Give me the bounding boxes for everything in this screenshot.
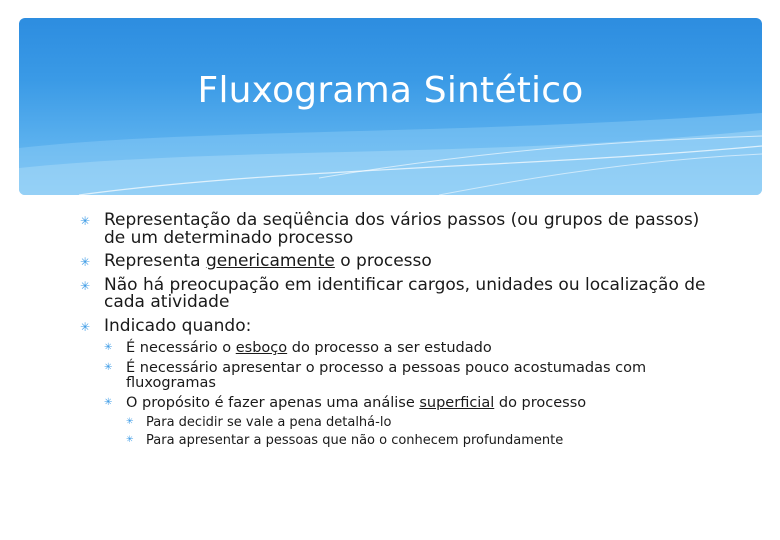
bullet-text-suffix: o processo — [334, 251, 432, 271]
asterisk-bullet-icon: ✳ — [80, 214, 91, 228]
sub-sub-bullet-list — [126, 416, 720, 448]
asterisk-bullet-icon: ✳ — [104, 342, 113, 353]
bullet-list — [80, 212, 720, 448]
sub-bullet-text-prefix: O propósito é fazer apenas uma análise — [126, 395, 420, 411]
asterisk-bullet-icon: ✳ — [126, 417, 134, 427]
list-item — [80, 274, 720, 312]
sub-bullet-text-prefix: É necessário o — [126, 340, 236, 356]
list-item — [80, 212, 720, 247]
slide-content — [80, 212, 720, 454]
sub-bullet-text: É necessário apresentar o processo a pessoas pouco acostumadas com fluxogramas — [126, 360, 647, 391]
asterisk-bullet-icon: ✳ — [80, 319, 91, 334]
bullet-text-prefix: Representa — [104, 251, 206, 271]
sub-bullet-text-suffix: do processo — [494, 395, 587, 411]
bullet-text: Representação da seqüência dos vários passos (ou grupos de passos) de um determinado processo — [104, 210, 700, 248]
asterisk-bullet-icon: ✳ — [80, 255, 91, 269]
sub-list-item — [104, 341, 720, 356]
list-item — [80, 315, 720, 449]
asterisk-bullet-icon: ✳ — [104, 362, 113, 373]
slide-title: Fluxograma Sintético — [197, 70, 584, 111]
sub-list-item — [104, 396, 720, 448]
list-item — [80, 253, 720, 271]
sub-sub-bullet-text: Para apresentar a pessoas que não o conhecem profundamente — [146, 433, 564, 448]
sub-sub-list-item — [126, 434, 720, 448]
title-banner — [19, 18, 762, 195]
asterisk-bullet-icon: ✳ — [126, 435, 134, 445]
underlined-term: superficial — [419, 395, 495, 411]
bullet-text: Não há preocupação em identificar cargos, unidades ou localização de cada atividade — [104, 274, 706, 312]
asterisk-bullet-icon: ✳ — [80, 278, 91, 293]
sub-bullet-list — [104, 341, 720, 448]
underlined-term: esboço — [235, 340, 288, 356]
asterisk-bullet-icon: ✳ — [104, 397, 113, 408]
underlined-term: genericamente — [205, 251, 335, 271]
bullet-text: Indicado quando: — [104, 315, 252, 336]
sub-sub-bullet-text: Para decidir se vale a pena detalhá-lo — [146, 415, 392, 430]
sub-bullet-text-suffix: do processo a ser estudado — [287, 340, 492, 356]
sub-list-item — [104, 361, 720, 391]
sub-sub-list-item — [126, 416, 720, 430]
